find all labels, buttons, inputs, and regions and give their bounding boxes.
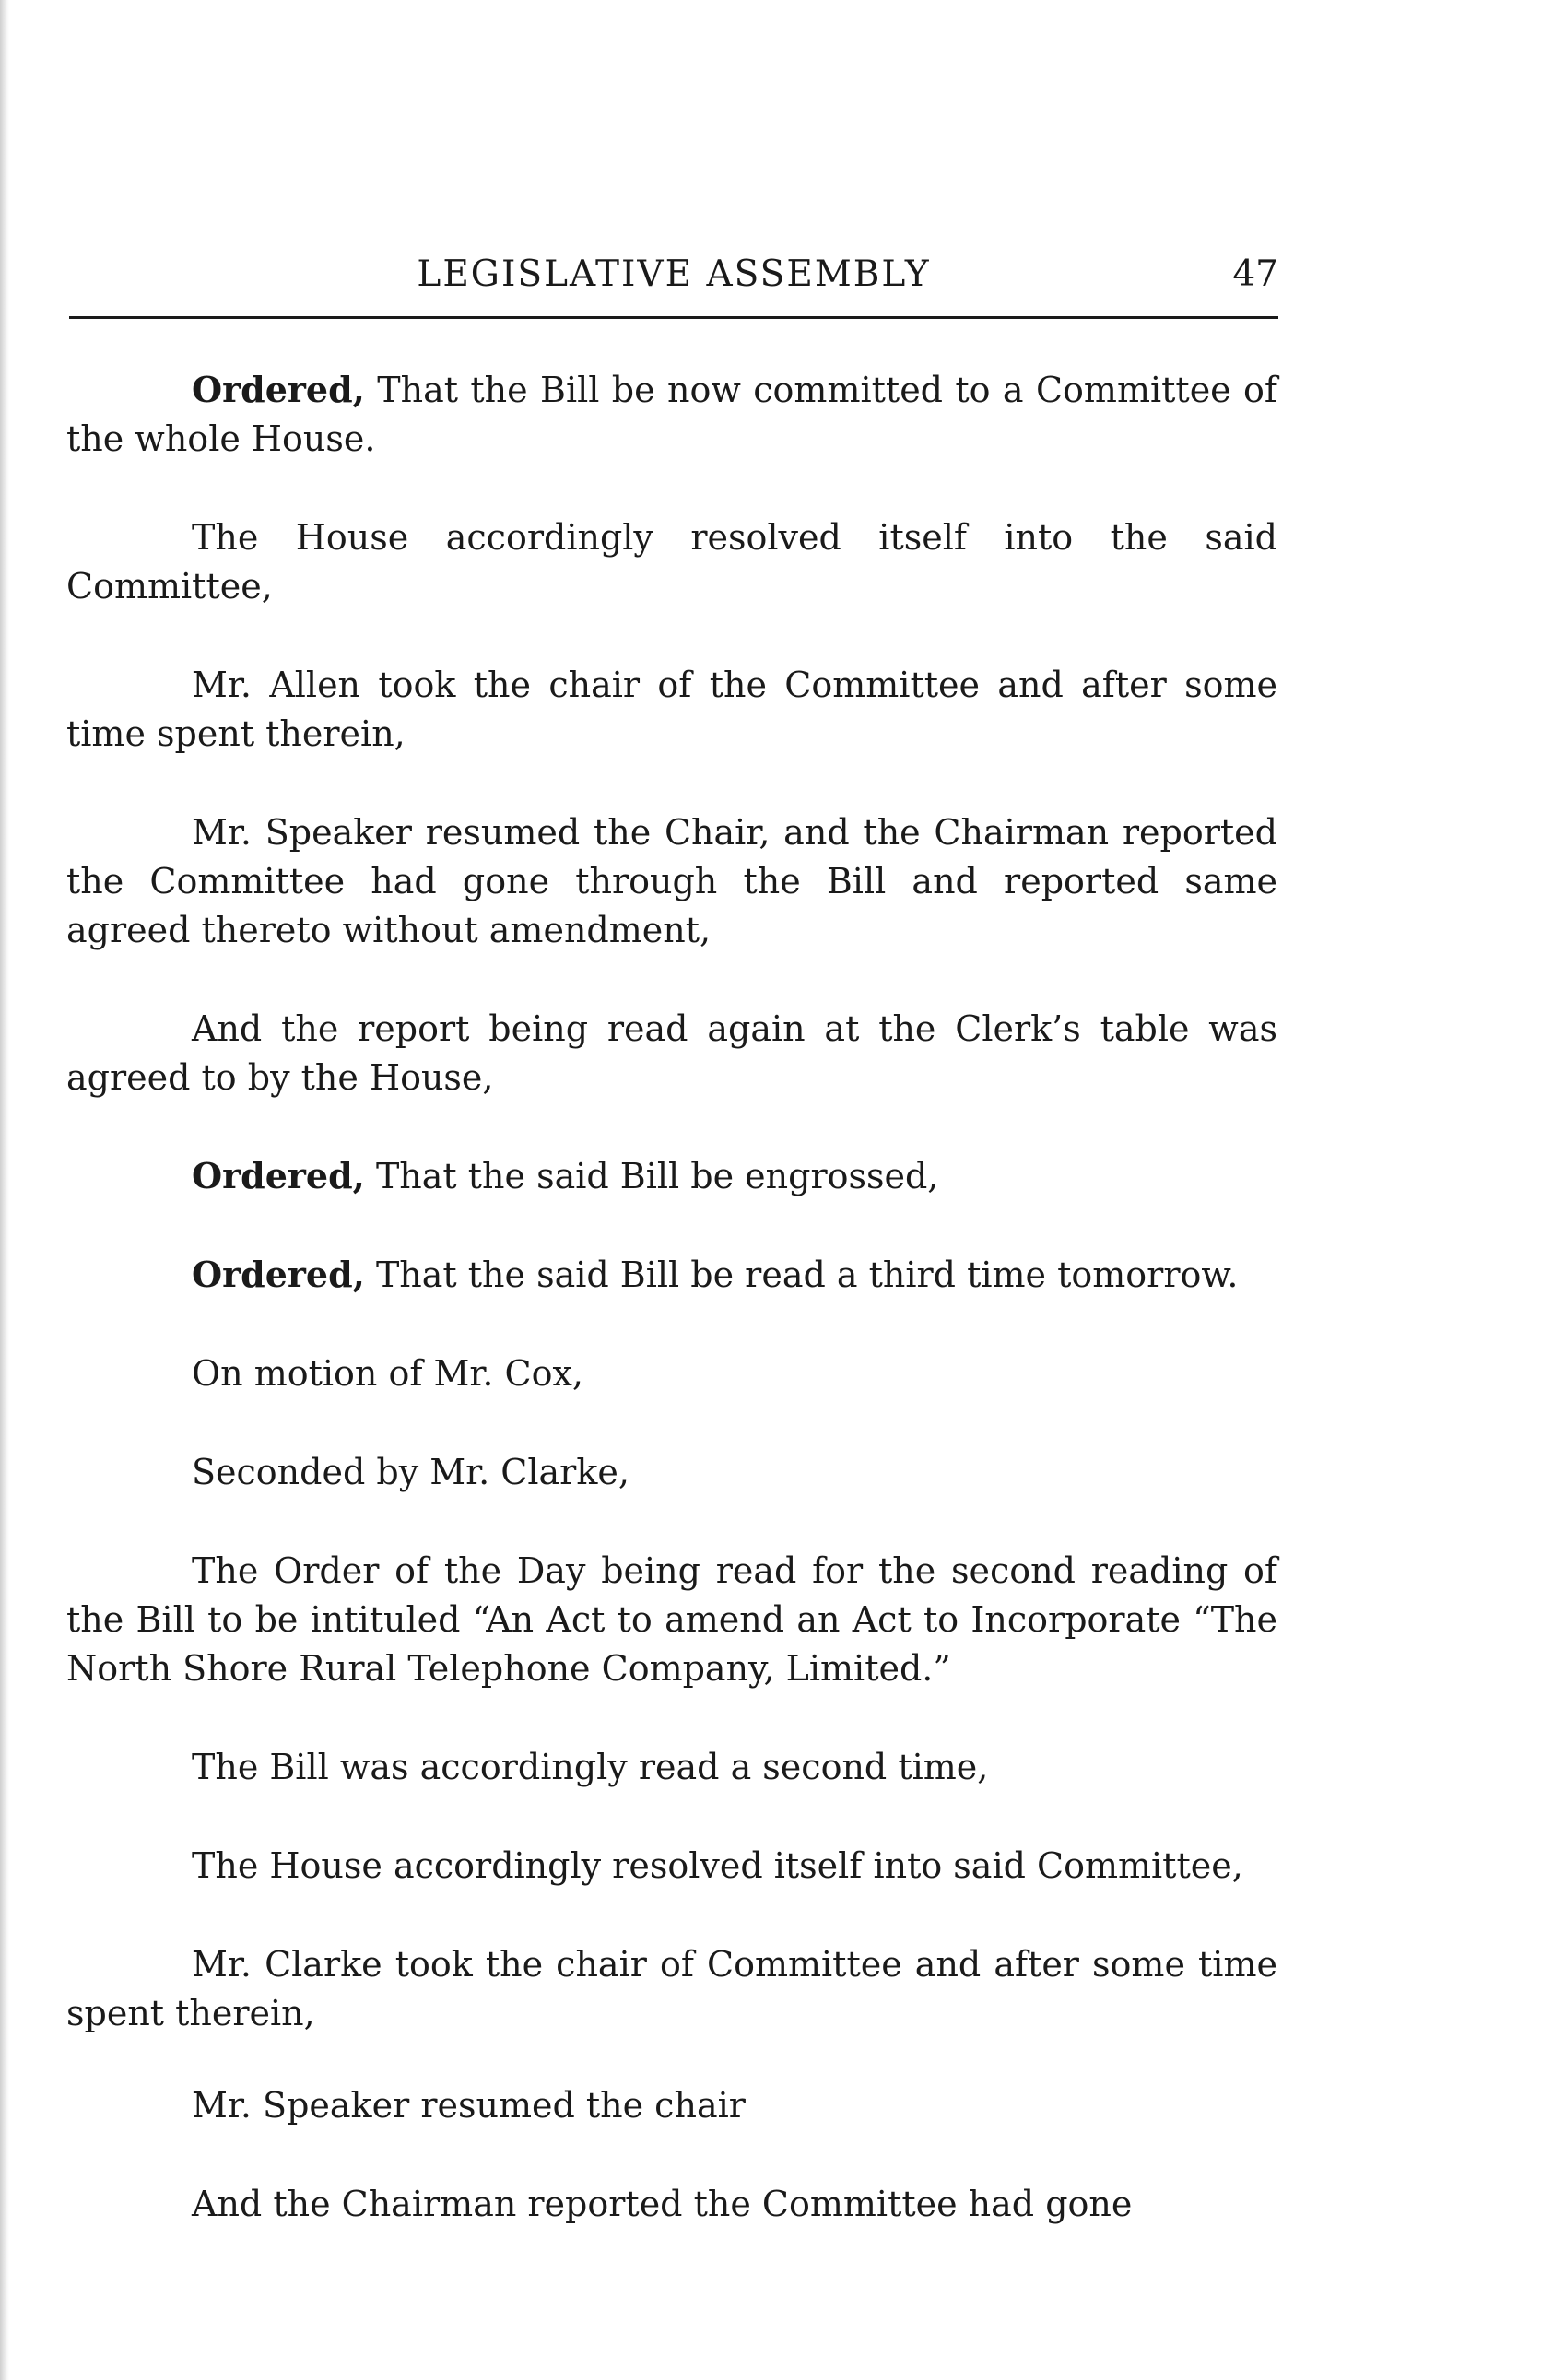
paragraph-text: And the Chairman reported the Committee had gone — [192, 2184, 1133, 2224]
paragraph — [66, 1004, 1277, 1102]
paragraph — [66, 365, 1277, 464]
paragraph-text: That the Bill be now committed to a Committee of the whole House. — [66, 370, 1277, 459]
paragraph — [66, 1742, 1277, 1792]
paragraph-lead: Ordered, — [192, 369, 365, 410]
paragraph-text: The House accordingly resolved itself into said Committee, — [192, 1845, 1243, 1886]
paragraph — [66, 1939, 1277, 2038]
paragraph-text: Seconded by Mr. Clarke, — [192, 1452, 629, 1492]
paragraph — [66, 807, 1277, 955]
paragraph — [66, 1447, 1277, 1497]
paragraph-text: Mr. Allen took the chair of the Committee and after some time spent therein, — [66, 665, 1277, 754]
paragraph — [66, 2179, 1277, 2229]
scan-edge-shadow — [0, 0, 9, 2380]
running-header — [69, 247, 1278, 302]
paragraph-lead: Ordered, — [192, 1254, 365, 1295]
paragraph-text: On motion of Mr. Cox, — [192, 1353, 584, 1394]
paragraph — [66, 1151, 1277, 1201]
paragraph-text: And the report being read again at the Clerk’s table was agreed to by the House, — [66, 1008, 1277, 1098]
paragraph-text: That the said Bill be read a third time tomorrow. — [364, 1255, 1239, 1295]
paragraph — [66, 1250, 1277, 1300]
paragraph-lead: Ordered, — [192, 1155, 365, 1196]
page-number: 47 — [1232, 253, 1278, 295]
paragraph — [66, 660, 1277, 759]
header-title: LEGISLATIVE ASSEMBLY — [417, 253, 931, 295]
paragraph-text: The Bill was accordingly read a second time, — [192, 1747, 989, 1787]
header-rule — [69, 316, 1278, 319]
paragraph — [66, 1546, 1277, 1693]
paragraph — [66, 1349, 1277, 1398]
body-text — [66, 365, 1277, 2229]
paragraph-text: Mr. Speaker resumed the chair — [192, 2085, 746, 2126]
paragraph-text: Mr. Speaker resumed the Chair, and the Chairman reported the Committee had gone through the Bill and reported same agreed thereto without amendment, — [66, 812, 1277, 950]
paragraph-text: That the said Bill be engrossed, — [364, 1156, 939, 1196]
paragraph — [66, 2080, 1277, 2130]
paragraph-text: Mr. Clarke took the chair of Committee and after some time spent therein, — [66, 1944, 1277, 2033]
paragraph-text: The House accordingly resolved itself into the said Committee, — [66, 517, 1277, 607]
paragraph-text: The Order of the Day being read for the second reading of the Bill to be intituled “An Act to amend an Act to Incorporate “The North Shore Rural Telephone Company, Limited.” — [66, 1550, 1277, 1689]
paragraph — [66, 513, 1277, 611]
paragraph — [66, 1841, 1277, 1891]
